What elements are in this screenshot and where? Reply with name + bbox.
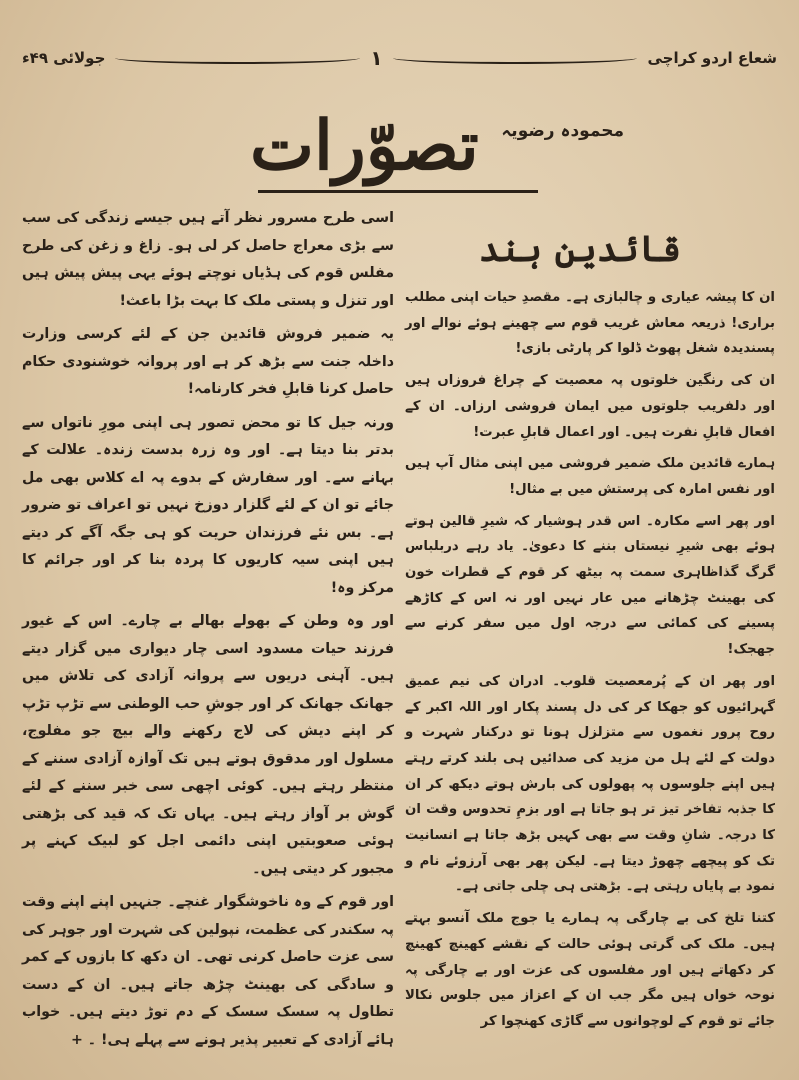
paragraph: کتنا تلخ کی بے چارگی پہ ہمارے یا جوج ملک آنسو بہتے ہیں۔ ملک کی گرتی ہوئی حالت کے نقشے کھینچ کھینچ کر دکھاتے ہیں اور مفلسوں کی عزت اور بے چارگی پہ نوحہ خواں ہیں مگر جب ان کے اعزاز میں جلوس نکالا جائے تو قوم کے لوچوانوں سے گاڑی کھنچوا کر	[405, 911, 775, 1029]
page-header	[22, 38, 777, 78]
paragraph: ان کی رنگین خلوتوں پہ معصیت کے چراغ فروزاں ہیں اور دلفریب جلوتوں میں ایمان فروشی ارزاں۔ ان کے افعال قابلِ نفرت ہیں۔ اور اعمال قابلِ عبرت!	[405, 373, 775, 440]
paragraph: اور قوم کے وہ ناخوشگوار غنچے۔ جنہیں اپنے اپنے وقت پہ سکندر کی عظمت، نپولین کی شہرت اور جوہر کی سی عزت حاصل کرنی تھی۔ ان دکھ کا بازوں کے کمر و سادگی کی بھینٹ چڑھ جاتے ہیں۔ ان کے دست تطاول پہ سسک سسک کے دم توڑ دیتے ہیں۔ خواب ہائے آزادی کے تعبیر پذیر ہونے سے پہلے ہی! ۔ +	[22, 894, 394, 1048]
title-underline	[258, 190, 538, 193]
issue-date: جولائی ۴۹ء	[22, 49, 106, 67]
paragraph: ورنہ جیل کا تو محض تصور ہی اپنی مورِ ناتواں سے بدتر بنا دیتا ہے۔ اور وہ زرہ بدست زندہ۔ علالت کے بہانے سے۔ اور سفارش کے بدوے پہ اے کلاس بھی مل جائے تو ان کے لئے گلزار دوزخ نہیں تو اعراف تو ضرور ہے۔ بس نئے فرزندان حریت کو ہی جگہ آگے کر دیتے ہیں اپنی سیہ کاریوں کا پردہ بنا کر اور جرائم کا مرکز وہ!	[22, 414, 394, 596]
section-heading: قائدین ہند	[478, 228, 682, 270]
header-wave-rule	[393, 52, 638, 64]
magazine-name: شعاع اردو کراچی	[647, 49, 777, 67]
author-name: محمودہ رضویہ	[501, 121, 624, 141]
paragraph: یہ ضمیر فروش قائدین جن کے لئے کرسی وزارت داخلہ جنت سے بڑھ کر ہے اور پروانہ خوشنودی حکام حاصل کرنا قابلِ فخر کارنامہ!	[22, 326, 394, 397]
paragraph: ہمارے قائدین ملک ضمیر فروشی میں اپنی مثال آپ ہیں اور نفس امارہ کی پرستش میں بے مثال!	[405, 456, 775, 497]
paragraph: اسی طرح مسرور نظر آتے ہیں جیسے زندگی کی سب سے بڑی معراج حاصل کر لی ہو۔ زاغ و زغن کی طرح مفلس قوم کی ہڈیاں نوچتے ہوئے یہی پیش پیش ہیں اور تنزل و پستی ملک کا بہت بڑا باعث!	[22, 210, 394, 309]
paragraph: اور وہ وطن کے بھولے بھالے بے چارے۔ اس کے غیور فرزند حیات مسدود اسی چار دیواری میں گزار دیتے ہیں۔ آہنی دریوں سے پروانہ آزادی کی تلاش میں جھانک جھانک کر اور جوشِ حب الوطنی سے تڑپ تڑپ کر اپنے دیش کی لاج رکھنے والے بیچ جو مفلوج، مسلول اور مدقوق ہوتے ہیں تک آوازہ آزادی سننے کے منتظر رہتے ہیں۔ کوئی اچھی سی خبر سننے کے لئے گوش بر آواز رہتے ہیں۔ یہاں تک کہ قید کی بڑھتی ہوئی صعوبتیں اپنی دائمی اجل کو لبیک کہنے پر مجبور کر دیتی ہیں۔	[22, 613, 394, 877]
left-column	[22, 205, 394, 1060]
right-column	[405, 205, 775, 1041]
header-wave-rule-left	[115, 52, 360, 64]
title-area	[0, 98, 799, 198]
page-number: ۱	[370, 46, 383, 70]
paragraph: ان کا پیشہ عیاری و چالبازی ہے۔ مقصدِ حیات اپنی مطلب براری! ذریعہ معاش غریب قوم سے چھینے ہوئے نوالے اور پسندیدہ شغل پھوٹ ڈلوا کر پارٹی بازی!	[405, 290, 775, 357]
paragraph: اور پھر ان کے پُرمعصیت قلوب۔ ادران کی نیم عمیق گہرائیوں کو جھکا کر کی دل پسند پکار اور اللہ اکبر کے روح پرور نغموں سے متزلزل ہونا تو درکنار شہرت و دولت کے لئے ہل من مزید کی صدائیں ہی بلند کرتے رہتے ہیں اپنے جلوسوں پہ پھولوں کی بارش ہوتے دیکھ کر ان کا جذبہ تفاخر تیز تر ہو جاتا ہے اور بزمِ تحدوس وقت ان کا درجہ۔ شانِ وقت سے بھی کہیں بڑھ جاتا ہے انسانیت تک کو پیچھے چھوڑ دیتا ہے۔ لیکن پھر بھی آرزوئے نام و نمود بے پایاں رہتی ہے۔ بڑھتی ہی چلی جاتی ہے۔	[405, 673, 775, 895]
paragraph: اور پھر اسے مکارہ۔ اس قدر ہوشیار کہ شیرِ قالین ہوتے ہوئے بھی شیرِ نیستاں بننے کا دعویٰ۔ یاد رہے دربلباس گرگ گذاظاہری سمت پہ بیٹھ کر قوم کے قطرات خون کی بھینٹ چڑھانے میں عار نہیں اور نہ اس کے کاڑھے پسینے کی کمائی سے درجہ اول میں سفر کرنے سے جھجک!	[405, 513, 775, 658]
article-title: تصوّرات	[250, 106, 479, 186]
